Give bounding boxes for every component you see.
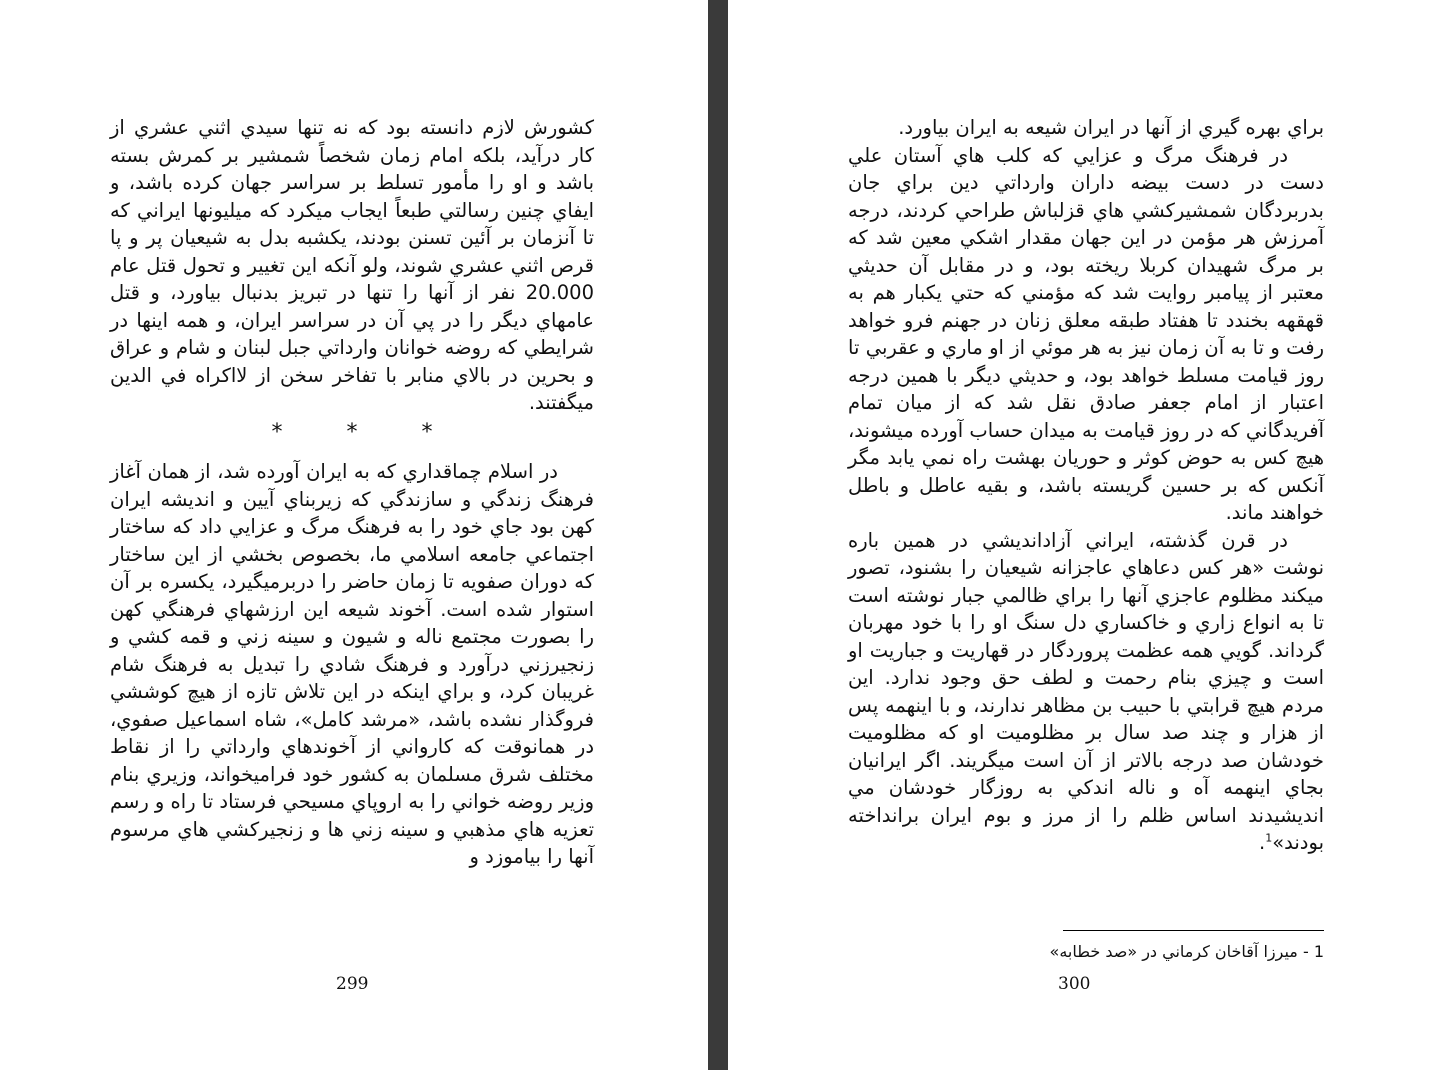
left-paragraph-2: در اسلام چماقداري كه به ايران آورده شد، از همان آغاز فرهنگ زندگي و سازندگي كه زيربناي آيين و انديشه ايران كهن بود جاي خود را به فرهنگ مرگ و عزايي داد كه ساختار اجتماعي جامعه اسلامي ما، بخصوص بخشي از اين ساختار كه دوران صفويه تا زمان حاضر را دربرميگيرد، يكسره بر آن استوار شده است. آخوند شيعه اين ارزشهاي فرهنگي كهن را بصورت مجتمع ناله و شيون و سينه زني و قمه كشي و زنجيرزني درآورد و فرهنگ شادي را تبديل به فرهنگ شام غريبان كرد، و براي اينكه در اين تلاش تازه از هيچ كوششي فروگذار نشده باشد، «مرشد كامل»، شاه اسماعيل صفوي، در همانوقت كه كارواني از آخوندهاي وارداتي را از نقاط مختلف شرق مسلمان به كشور خود فراميخواند، وزيري بنام وزير روضه خواني را به اروپاي مسيحي فرستاد تا راه و رسم تعزيه هاي مذهبي و سينه زني ها و زنجيركشي هاي مرسوم آنها را بياموزد و xyxy=(110,460,594,868)
right-paragraph-3-text: در قرن گذشته، ايراني آزاداندیشي در همين باره نوشت «هر كس دعاهاي عاجزانه شيعيان را بشنود، تصور ميكند مظلوم عاجزي آنها را براي ظالمي جبار نوشته است تا به انواع زاري و خاكساري دل سنگ او را با خود مهربان گرداند. گويي همه عظمت پروردگار در قهاريت و جباريت او است و چيزي بنام رحمت و لطف حق وجود ندارد. اين مردم هيچ قرابتي با حبيب بن مظاهر ندارند، و با اينهمه پس از هزار و چند صد سال بر مظلوميت او كه مظلوميت خودشان صد درجه بالاتر از آن است ميگريند. اگر ايرانيان بجاي اينهمه آه و ناله اندكي به روزگار خودشان مي انديشيدند اساس ظلم را از مرز و بوم ايران برانداخته بودند» xyxy=(848,528,1324,854)
section-separator xyxy=(110,417,594,459)
left-paragraph-1: كشورش لازم دانسته بود كه نه تنها سيدي اثني عشري از كار درآيد، بلكه امام زمان شخصاً شمشير بر كمرش بسته باشد و او را مأمور تسلط بر سراسر جهان كرده باشد، و ايفاي چنين رسالتي طبعاً ايجاب ميكرد كه ميليونها ايراني كه تا آنزمان بر آئين تسنن بودند، يكشبه بدل به شيعيان پر و پا قرص اثني عشري شوند، ولو آنكه اين تغيير و تحول قتل عام 20.000 نفر از آنها را تنها در تبريز بدنبال بياورد، و قتل عامهاي ديگر را در پي آن در سراسر ايران، و همه اينها در شرايطي كه روضه خوانان وارداتي جبل لبنان و شام و عراق و بحرين در بالاي منابر با تفاخر سخن از لااكراه في الدين ميگفتند. xyxy=(110,116,594,414)
right-paragraph-3 xyxy=(848,527,1324,857)
footnote: 1 - ميرزا آقاخان كرماني در «صد خطابه» xyxy=(1049,942,1324,961)
right-paragraph-1: براي بهره گيري از آنها در ايران شيعه به ايران بياورد. xyxy=(898,116,1324,139)
left-page xyxy=(0,0,708,1070)
paragraph-end-dot: . xyxy=(1259,831,1266,854)
separator-star: * xyxy=(271,419,283,445)
footnote-reference: 1 xyxy=(1265,831,1273,845)
left-page-text xyxy=(110,114,594,871)
separator-star: * xyxy=(421,419,433,445)
separator-star: * xyxy=(346,419,358,445)
book-spine xyxy=(708,0,728,1070)
page-number-right: 300 xyxy=(1058,974,1091,994)
right-page-text xyxy=(848,114,1324,857)
footnote-divider xyxy=(1063,930,1324,931)
page-number-left: 299 xyxy=(336,974,369,994)
right-page xyxy=(728,0,1438,1070)
right-paragraph-2: در فرهنگ مرگ و عزايي كه كلب هاي آستان علي دست در دست بيضه داران وارداتي دين براي جان بدربردگان شمشيركشي هاي قزلباش طراحي كردند، درجه آمرزش هر مؤمن در اين جهان مقدار اشكي معين شد كه بر مرگ شهيدان كربلا ريخته بود، و در مقابل آن حديثي معتبر از پيامبر روايت شد كه مؤمني كه حتي يكبار هم به قهقهه بخندد تا هفتاد طبقه معلق زنان در جهنم فرو خواهد رفت و تا به آن زمان نيز به هر موئي از او ماري و عقربي تا روز قيامت مسلط خواهد بود، و حديثي ديگر با همين درجه اعتبار از امام جعفر صادق نقل شد كه از ميان تمام آفريدگاني كه در روز قيامت به ميدان حساب آورده ميشوند، هيچ كس به حوض كوثر و حوريان بهشت راه نمي يابد مگر آنكس كه بر حسين گريسته باشد، و بقيه عاطل و باطل خواهند ماند. xyxy=(848,143,1324,524)
